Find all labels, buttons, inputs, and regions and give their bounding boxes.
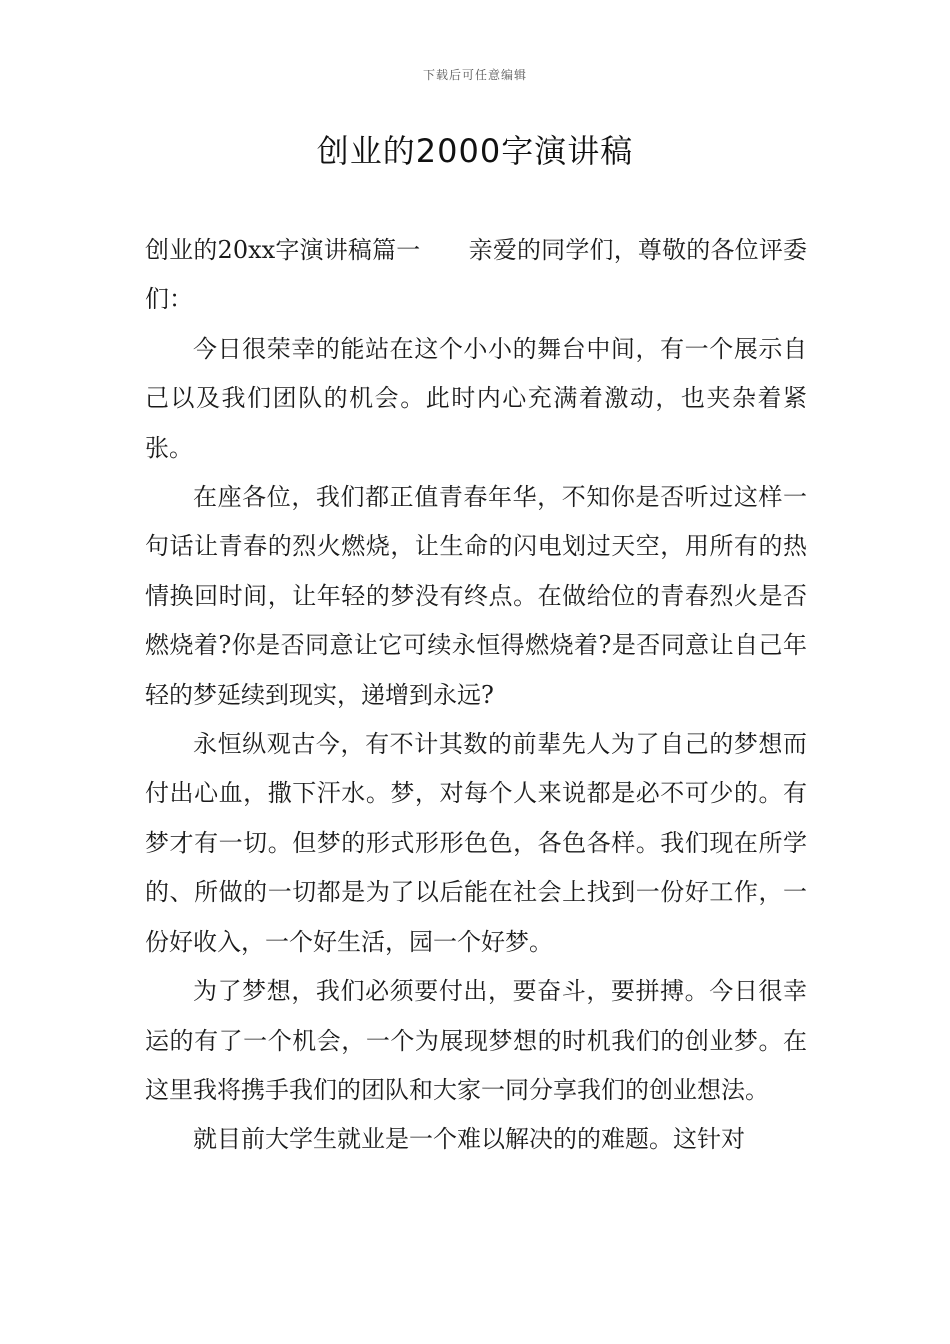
salutation: 亲爱的同学们，尊敬的各位评委们：	[145, 236, 808, 314]
header-note: 下载后可任意编辑	[422, 68, 527, 82]
paragraph-2: 在座各位，我们都正值青春年华，不知你是否听过这样一句话让青春的烈火燃烧，让生命的闪电划过天空，用所有的热情换回时间，让年轻的梦没有终点。在做给位的青春烈火是否燃烧着?你是否同意让它可续永恒得燃烧着?是否同意让自己年轻的梦延续到现实，递增到永远?	[145, 483, 807, 709]
paragraph-1: 今日很荣幸的能站在这个小小的舞台中间，有一个展示自己以及我们团队的机会。此时内心充满着激动，也夹杂着紧张。	[145, 334, 807, 462]
paragraph-4: 为了梦想，我们必须要付出，要奋斗，要拼搏。今日很幸运的有了一个机会，一个为展现梦想的时机我们的创业梦。在这里我将携手我们的团队和大家一同分享我们的创业想法。	[145, 977, 807, 1104]
intro-heading: 创业的20xx字演讲稿篇一	[145, 236, 421, 264]
paragraph-3: 永恒纵观古今，有不计其数的前辈先人为了自己的梦想而付出心血，撒下汗水。梦，对每个人来说都是必不可少的。有梦才有一切。但梦的形式形形色色，各色各样。我们现在所学的、所做的一切都是为了以后能在社会上找到一份好工作，一份好收入，一个好生活，园一个好梦。	[145, 730, 807, 956]
document-title: 创业的2000字演讲稿	[316, 132, 634, 170]
intro-line	[145, 226, 807, 325]
document-body	[145, 226, 807, 1165]
paragraph-5: 就目前大学生就业是一个难以解决的的难题。这针对	[193, 1125, 745, 1154]
